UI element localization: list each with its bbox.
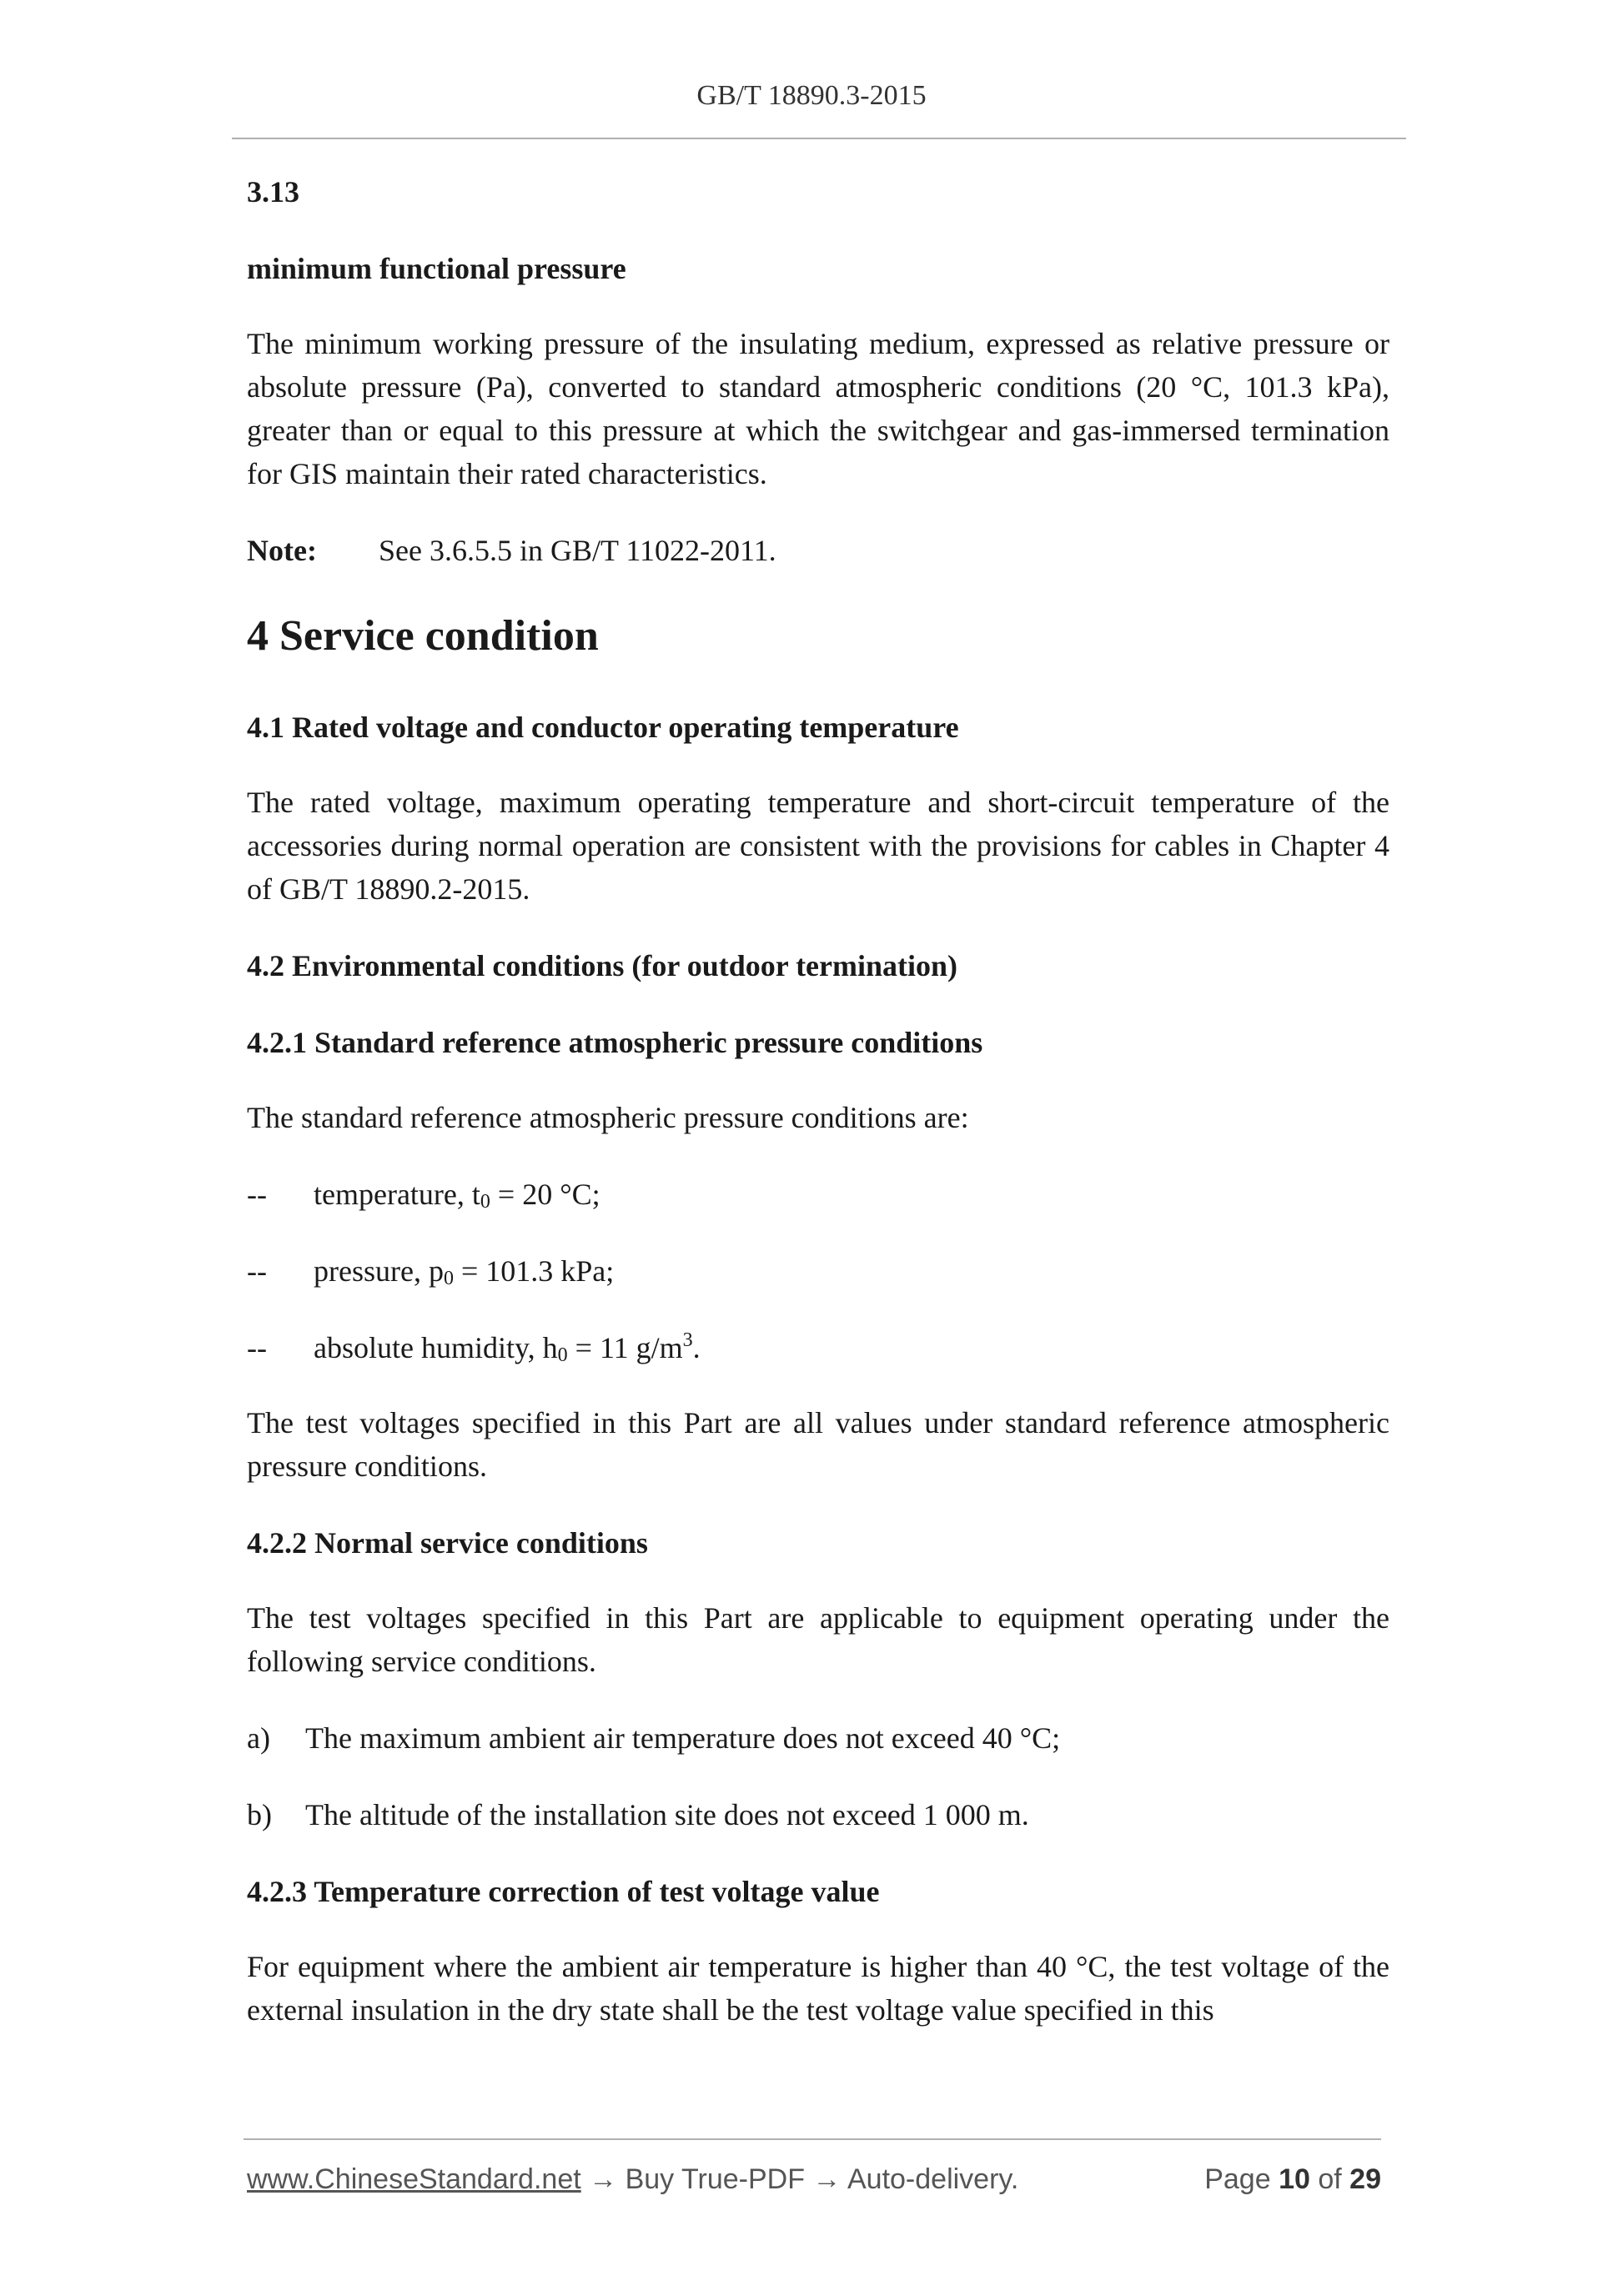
subsection-heading: 4.2.3 Temperature correction of test voltage value — [247, 1875, 880, 1908]
list-dash: -- — [247, 1254, 267, 1288]
footer-divider — [244, 2138, 1381, 2140]
paragraph: For equipment where the ambient air temperature is higher than 40 °C, the test voltage of the external insulation in the dry state shall be the test voltage value specified in this — [247, 1950, 1389, 2027]
list-item: -- absolute humidity, $h_0 = 11$ $g/m^3$. — [247, 1326, 1389, 1369]
paragraph: The test voltages specified in this Part are all values under standard reference atmospheric pressure conditions. — [247, 1406, 1389, 1483]
list-dash: -- — [247, 1331, 267, 1364]
paragraph: The standard reference atmospheric pressure conditions are: — [247, 1101, 969, 1134]
paragraph: The rated voltage, maximum operating temperature and short-circuit temperature of the accessories during normal operation are consistent with the provisions for cables in Chapter 4 of GB/T 18890.2-2015. — [247, 786, 1389, 906]
section-heading: 4 Service condition — [247, 612, 599, 660]
note — [247, 529, 1389, 572]
subsection-heading: 4.2.2 Normal service conditions — [247, 1526, 648, 1560]
page-counter: Page 10 of 29 — [1204, 2163, 1381, 2195]
list-item: -- temperature, $t_0 = 20$ °C; — [247, 1173, 1389, 1216]
list-marker: a) — [247, 1721, 270, 1755]
note-label: Note: — [247, 534, 317, 567]
list-marker: b) — [247, 1798, 272, 1831]
term-definition: The minimum working pressure of the insulating medium, expressed as relative pressure or absolute pressure (Pa), converted to standard atmospheric conditions (20 °C, 101.3 kPa), greater than or equal to this pressure at which the switchgear and gas-immersed termination for GIS maintain their rated characteristics. — [247, 327, 1389, 490]
total-pages: 29 — [1349, 2163, 1381, 2195]
list-dash: -- — [247, 1178, 267, 1211]
subsection-heading: 4.1 Rated voltage and conductor operating temperature — [247, 711, 959, 744]
footer-promo — [247, 2163, 1018, 2196]
paragraph: The test voltages specified in this Part are applicable to equipment operating under the following service conditions. — [247, 1601, 1389, 1678]
clause-number: 3.13 — [247, 175, 299, 208]
subsection-heading: 4.2.1 Standard reference atmospheric pressure conditions — [247, 1026, 983, 1059]
note-text: See 3.6.5.5 in GB/T 11022-2011. — [379, 534, 776, 567]
running-header: GB/T 18890.3-2015 — [696, 80, 927, 111]
site-link[interactable]: www.ChineseStandard.net — [247, 2163, 581, 2195]
term-title: minimum functional pressure — [247, 252, 626, 285]
list-item: a) The maximum ambient air temperature does not exceed 40 °C; — [247, 1716, 1389, 1760]
subsection-heading: 4.2 Environmental conditions (for outdoor termination) — [247, 949, 958, 982]
current-page: 10 — [1279, 2163, 1310, 2195]
list-item: b) The altitude of the installation site does not exceed 1 000 m. — [247, 1793, 1389, 1836]
header-divider — [232, 138, 1406, 139]
list-item: -- pressure, $p_0 = 101.3$ kPa; — [247, 1249, 1389, 1293]
page-body — [247, 170, 1389, 2032]
footer-promo-text: → Buy True-PDF → Auto-delivery. — [580, 2163, 1019, 2195]
page-footer — [247, 2163, 1381, 2202]
